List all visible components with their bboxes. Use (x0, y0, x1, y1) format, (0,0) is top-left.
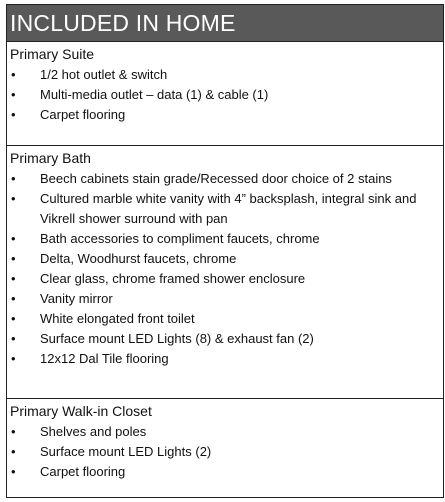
table-header (7, 5, 443, 42)
bullet-icon: • (11, 464, 16, 479)
bullet-icon: • (11, 67, 16, 82)
section-primary-bath (7, 146, 443, 399)
section-primary-walk-in-closet (7, 399, 443, 499)
list-item: • 12x12 Dal Tile flooring (10, 349, 443, 369)
section-title: Primary Suite (10, 46, 95, 62)
bullet-icon: • (11, 331, 16, 346)
list-item: • Delta, Woodhurst faucets, chrome (10, 249, 443, 269)
included-in-home-table (6, 4, 444, 498)
list-item: • Surface mount LED Lights (2) (10, 442, 443, 462)
bullet-icon: • (11, 231, 16, 246)
section-title: Primary Bath (10, 150, 91, 166)
list-item: • Cultured marble white vanity with 4” backsplash, integral sink and Vikrell shower surround with pan (10, 189, 443, 229)
list-item: • Clear glass, chrome framed shower enclosure (10, 269, 443, 289)
feature-list (10, 169, 443, 369)
feature-list (10, 422, 443, 482)
list-item: • Vanity mirror (10, 289, 443, 309)
list-item: • Carpet flooring (10, 462, 443, 482)
list-item: • 1/2 hot outlet & switch (10, 65, 443, 85)
section-title: Primary Walk-in Closet (10, 403, 152, 419)
list-item: • White elongated front toilet (10, 309, 443, 329)
section-primary-suite (7, 42, 443, 146)
table-title: INCLUDED IN HOME (10, 9, 236, 36)
list-item: • Bath accessories to compliment faucets, chrome (10, 229, 443, 249)
bullet-icon: • (11, 171, 16, 186)
list-item: • Carpet flooring (10, 105, 443, 125)
bullet-icon: • (11, 271, 16, 286)
bullet-icon: • (11, 107, 16, 122)
feature-list (10, 65, 443, 125)
list-item: • Shelves and poles (10, 422, 443, 442)
bullet-icon: • (11, 444, 16, 459)
bullet-icon: • (11, 191, 16, 206)
list-item: • Multi-media outlet – data (1) & cable (1) (10, 85, 443, 105)
list-item: • Surface mount LED Lights (8) & exhaust fan (2) (10, 329, 443, 349)
bullet-icon: • (11, 351, 16, 366)
bullet-icon: • (11, 311, 16, 326)
bullet-icon: • (11, 424, 16, 439)
list-item: • Beech cabinets stain grade/Recessed door choice of 2 stains (10, 169, 443, 189)
bullet-icon: • (11, 291, 16, 306)
bullet-icon: • (11, 251, 16, 266)
bullet-icon: • (11, 87, 16, 102)
